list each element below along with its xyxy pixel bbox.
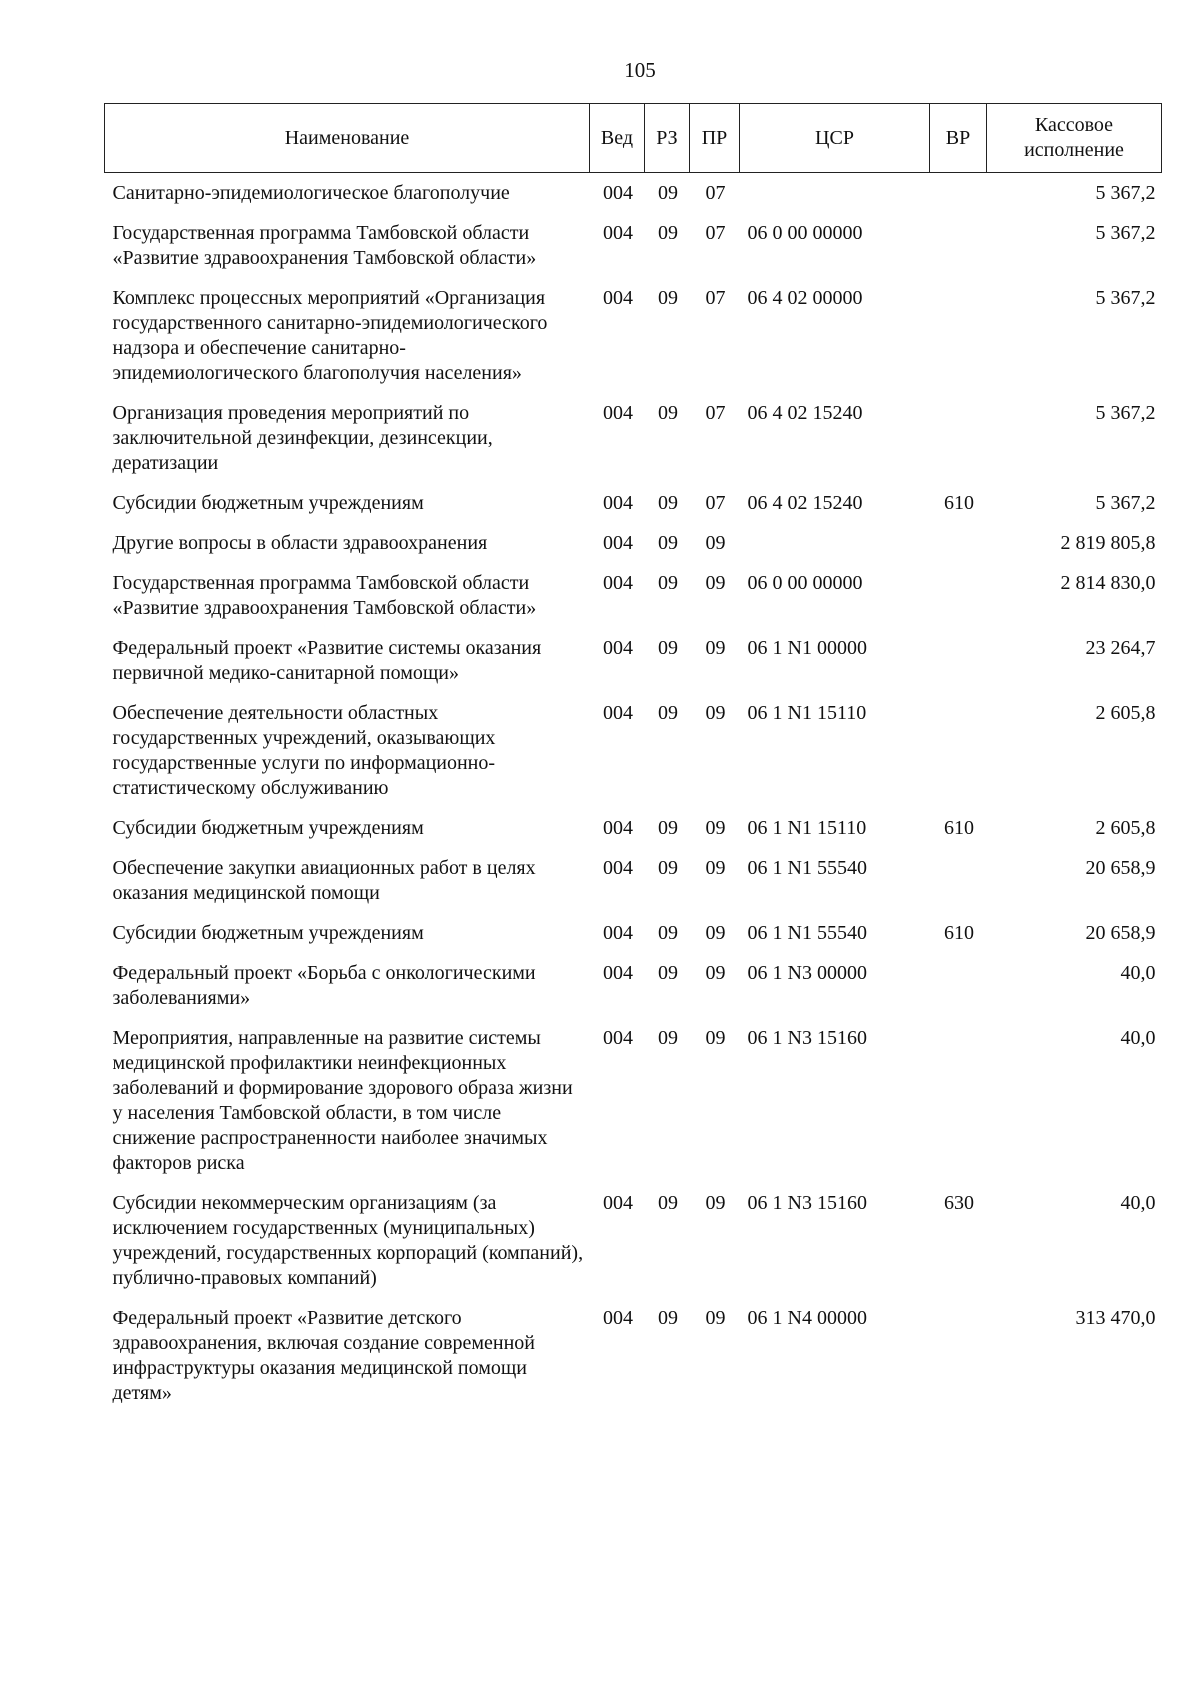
cell-csr: 06 4 02 15240 <box>747 402 863 424</box>
cell-vr <box>930 563 987 628</box>
cell-name: Федеральный проект «Борьба с онкологическими заболеваниями» <box>112 962 536 1009</box>
cell-pr: 09 <box>705 922 726 944</box>
cell-csr: 06 4 02 00000 <box>747 287 863 309</box>
cell-vr: 610 <box>944 492 974 514</box>
table-row <box>105 393 1162 483</box>
cell-rz: 09 <box>658 702 678 724</box>
table-row <box>105 1298 1162 1413</box>
cell-name: Санитарно-эпидемиологическое благополучие <box>112 182 510 204</box>
table-header-row <box>105 104 1162 173</box>
cell-csr: 06 1 N1 15110 <box>747 702 867 724</box>
header-rz: РЗ <box>645 104 690 173</box>
header-name: Наименование <box>105 104 590 173</box>
cell-rz: 09 <box>658 857 678 879</box>
cell-pr: 09 <box>705 1307 726 1329</box>
cell-vr <box>930 173 987 214</box>
cell-csr: 06 1 N1 00000 <box>747 637 867 659</box>
cell-csr <box>740 523 930 563</box>
cell-csr: 06 0 00 00000 <box>747 222 863 244</box>
cell-csr: 06 1 N3 00000 <box>747 962 867 984</box>
cell-ved: 004 <box>603 1192 633 1214</box>
cell-vr <box>930 523 987 563</box>
header-amount: Кассовое исполнение <box>987 104 1162 173</box>
cell-vr <box>930 693 987 808</box>
cell-amount: 2 605,8 <box>1095 817 1156 839</box>
table-row <box>105 523 1162 563</box>
cell-amount: 5 367,2 <box>1095 402 1156 424</box>
cell-name: Организация проведения мероприятий по заключительной дезинфекции, дезинсекции, дератизации <box>112 402 493 474</box>
cell-name: Обеспечение закупки авиационных работ в целях оказания медицинской помощи <box>112 857 536 904</box>
cell-amount: 20 658,9 <box>1085 922 1156 944</box>
table-row <box>105 953 1162 1018</box>
cell-rz: 09 <box>658 222 678 244</box>
cell-vr <box>930 1018 987 1183</box>
cell-name: Субсидии бюджетным учреждениям <box>112 492 424 514</box>
cell-amount: 313 470,0 <box>1075 1307 1156 1329</box>
cell-amount: 5 367,2 <box>1095 182 1156 204</box>
header-pr: ПР <box>690 104 740 173</box>
cell-pr: 07 <box>705 287 726 309</box>
cell-ved: 004 <box>603 1027 633 1049</box>
header-csr: ЦСР <box>740 104 930 173</box>
table-row <box>105 483 1162 523</box>
cell-ved: 004 <box>603 702 633 724</box>
cell-ved: 004 <box>603 182 633 204</box>
table-row <box>105 278 1162 393</box>
cell-csr: 06 1 N3 15160 <box>747 1027 867 1049</box>
cell-ved: 004 <box>603 857 633 879</box>
cell-vr <box>930 1298 987 1413</box>
cell-name: Субсидии бюджетным учреждениям <box>112 922 424 944</box>
cell-amount: 2 605,8 <box>1095 702 1156 724</box>
header-vr: ВР <box>930 104 987 173</box>
cell-pr: 09 <box>705 532 726 554</box>
cell-name: Субсидии бюджетным учреждениям <box>112 817 424 839</box>
cell-vr <box>930 848 987 913</box>
cell-pr: 07 <box>705 222 726 244</box>
cell-ved: 004 <box>603 922 633 944</box>
cell-name: Федеральный проект «Развитие системы оказания первичной медико-санитарной помощи» <box>112 637 542 684</box>
cell-pr: 07 <box>705 402 726 424</box>
budget-execution-table <box>104 103 1162 1413</box>
cell-vr: 610 <box>944 922 974 944</box>
cell-csr: 06 1 N1 55540 <box>747 857 867 879</box>
cell-name: Государственная программа Тамбовской области «Развитие здравоохранения Тамбовской области» <box>112 572 537 619</box>
cell-rz: 09 <box>658 492 678 514</box>
cell-amount: 5 367,2 <box>1095 492 1156 514</box>
cell-pr: 09 <box>705 637 726 659</box>
cell-name: Субсидии некоммерческим организациям (за исключением государственных (муниципальных) учреждений, государственных корпораций (компаний), публично-правовых компаний) <box>112 1192 584 1289</box>
cell-csr: 06 1 N3 15160 <box>747 1192 867 1214</box>
cell-ved: 004 <box>603 572 633 594</box>
cell-amount: 2 819 805,8 <box>1060 532 1156 554</box>
cell-ved: 004 <box>603 222 633 244</box>
cell-vr <box>930 278 987 393</box>
cell-csr: 06 0 00 00000 <box>747 572 863 594</box>
cell-ved: 004 <box>603 637 633 659</box>
cell-pr: 07 <box>705 182 726 204</box>
cell-ved: 004 <box>603 532 633 554</box>
cell-rz: 09 <box>658 1027 678 1049</box>
cell-vr <box>930 953 987 1018</box>
cell-pr: 09 <box>705 857 726 879</box>
cell-vr <box>930 393 987 483</box>
cell-rz: 09 <box>658 1192 678 1214</box>
table-row <box>105 1018 1162 1183</box>
cell-pr: 09 <box>705 962 726 984</box>
cell-ved: 004 <box>603 817 633 839</box>
cell-amount: 40,0 <box>1120 962 1156 984</box>
cell-name: Другие вопросы в области здравоохранения <box>112 532 488 554</box>
cell-amount: 5 367,2 <box>1095 287 1156 309</box>
cell-rz: 09 <box>658 182 678 204</box>
cell-pr: 09 <box>705 817 726 839</box>
cell-ved: 004 <box>603 1307 633 1329</box>
cell-rz: 09 <box>658 1307 678 1329</box>
table-row <box>105 173 1162 214</box>
cell-csr: 06 1 N4 00000 <box>747 1307 867 1329</box>
cell-rz: 09 <box>658 572 678 594</box>
cell-csr: 06 1 N1 15110 <box>747 817 867 839</box>
cell-csr: 06 4 02 15240 <box>747 492 863 514</box>
cell-vr <box>930 628 987 693</box>
table-row <box>105 848 1162 913</box>
table-row <box>105 808 1162 848</box>
cell-amount: 5 367,2 <box>1095 222 1156 244</box>
cell-name: Мероприятия, направленные на развитие системы медицинской профилактики неинфекционных заболеваний и формирование здорового образа жизни у населения Тамбовской области, в том числе снижение распространенности наиболее значимых факторов риска <box>112 1027 573 1174</box>
cell-amount: 2 814 830,0 <box>1060 572 1156 594</box>
table-row <box>105 563 1162 628</box>
cell-name: Государственная программа Тамбовской области «Развитие здравоохранения Тамбовской области» <box>112 222 537 269</box>
cell-rz: 09 <box>658 402 678 424</box>
cell-csr: 06 1 N1 55540 <box>747 922 867 944</box>
cell-ved: 004 <box>603 962 633 984</box>
cell-ved: 004 <box>603 287 633 309</box>
cell-name: Комплекс процессных мероприятий «Организация государственного санитарно-эпидемиологического надзора и обеспечение санитарно-эпидемиологического благополучия населения» <box>112 287 548 384</box>
cell-amount: 40,0 <box>1120 1192 1156 1214</box>
page-number: 105 <box>624 58 656 82</box>
cell-amount: 40,0 <box>1120 1027 1156 1049</box>
cell-ved: 004 <box>603 402 633 424</box>
cell-rz: 09 <box>658 287 678 309</box>
cell-csr <box>740 173 930 214</box>
cell-rz: 09 <box>658 532 678 554</box>
cell-pr: 09 <box>705 1027 726 1049</box>
cell-name: Федеральный проект «Развитие детского здравоохранения, включая создание современной инфраструктуры оказания медицинской помощи детям» <box>112 1307 536 1404</box>
cell-rz: 09 <box>658 637 678 659</box>
cell-pr: 09 <box>705 572 726 594</box>
cell-rz: 09 <box>658 817 678 839</box>
cell-amount: 23 264,7 <box>1085 637 1156 659</box>
cell-pr: 09 <box>705 1192 726 1214</box>
cell-amount: 20 658,9 <box>1085 857 1156 879</box>
cell-name: Обеспечение деятельности областных государственных учреждений, оказывающих государственные услуги по информационно-статистическому обслуживанию <box>112 702 496 799</box>
cell-rz: 09 <box>658 962 678 984</box>
table-row <box>105 213 1162 278</box>
cell-vr <box>930 213 987 278</box>
table-row <box>105 913 1162 953</box>
cell-ved: 004 <box>603 492 633 514</box>
cell-rz: 09 <box>658 922 678 944</box>
table-row <box>105 628 1162 693</box>
cell-pr: 07 <box>705 492 726 514</box>
cell-vr: 610 <box>944 817 974 839</box>
cell-pr: 09 <box>705 702 726 724</box>
table-row <box>105 693 1162 808</box>
cell-vr: 630 <box>944 1192 974 1214</box>
table-row <box>105 1183 1162 1298</box>
header-ved: Вед <box>590 104 645 173</box>
